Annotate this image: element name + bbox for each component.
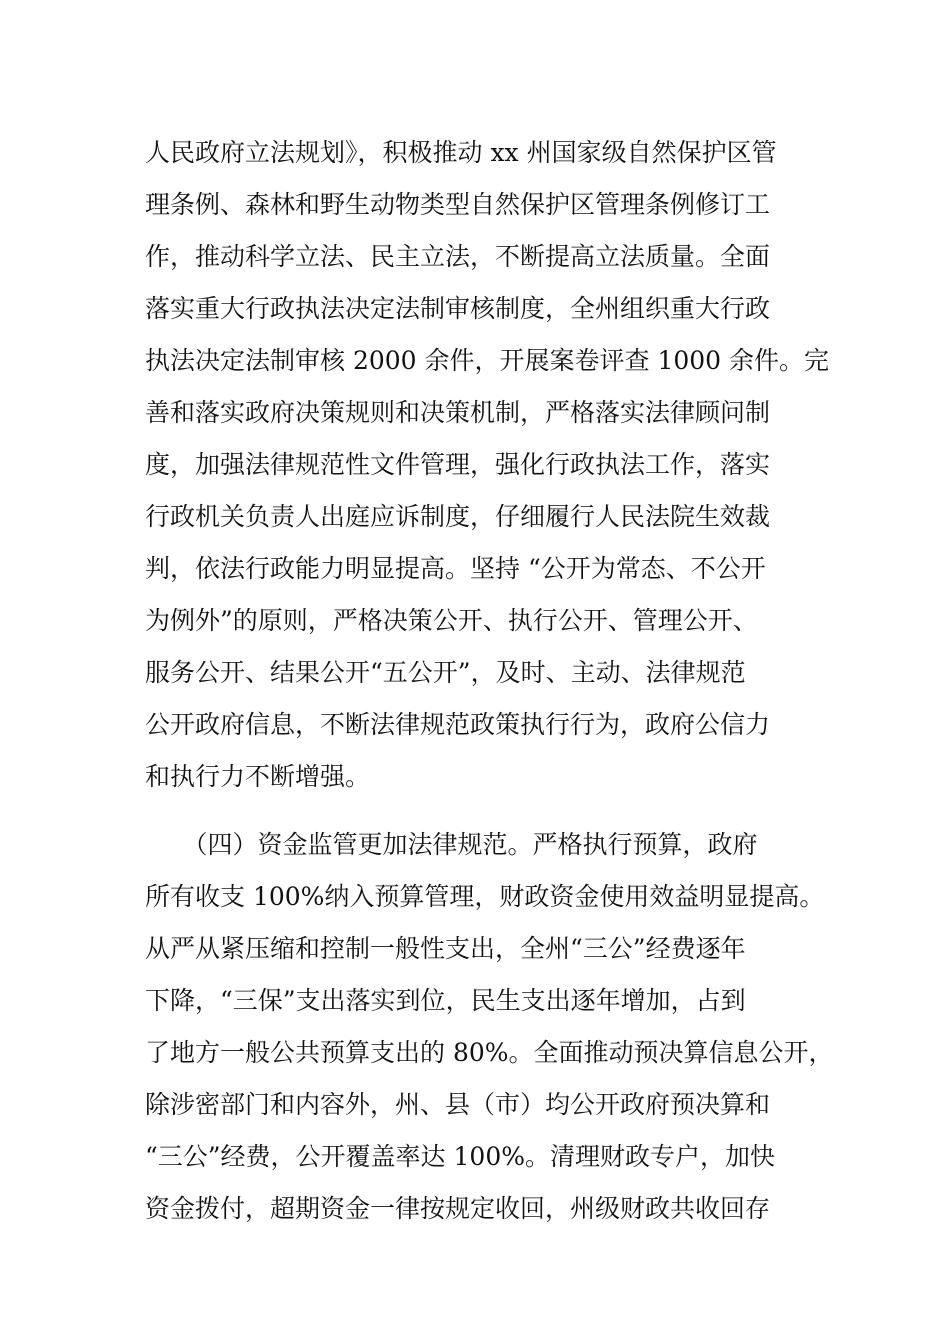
text-line: 了地方一般公共预算支出的 80%。全面推动预决算信息公开， [145,1038,834,1067]
text-line: 行政机关负责人出庭应诉制度，仔细履行人民法院生效裁 [145,502,771,531]
text-line: （四）资金监管更加法律规范。严格执行预算，政府 [145,830,758,859]
text-line: 和执行力不断增强。 [145,762,371,791]
text-line: 下降，“三保”支出落实到位，民生支出逐年增加，占到 [145,986,746,1015]
text-line: 度，加强法律规范性文件管理，强化行政执法工作，落实 [145,450,771,479]
paragraph-legislation [145,127,835,803]
text-line: 从严从紧压缩和控制一般性支出，全州“三公”经费逐年 [145,934,746,963]
paragraph-fund-supervision [145,819,835,1235]
text-line: 落实重大行政执法决定法制审核制度，全州组织重大行政 [145,294,771,323]
text-line: 判，依法行政能力明显提高。坚持 “公开为常态、不公开 [145,554,766,583]
text-line: 公开政府信息，不断法律规范政策执行行为，政府公信力 [145,710,771,739]
text-line: 所有收支 100%纳入预算管理，财政资金使用效益明显提高。 [145,882,825,911]
text-line: 理条例、森林和野生动物类型自然保护区管理条例修订工 [145,190,771,219]
text-line: 执法决定法制审核 2000 余件，开展案卷评查 1000 余件。完 [145,346,830,375]
text-line: 除涉密部门和内容外，州、县（市）均公开政府预决算和 [145,1090,771,1119]
text-line: 作，推动科学立法、民主立法，不断提高立法质量。全面 [145,242,771,271]
text-line: 服务公开、结果公开“五公开”，及时、主动、法律规范 [145,658,746,687]
text-line: 善和落实政府决策规则和决策机制，严格落实法律顾问制 [145,398,771,427]
text-line: 为例外”的原则，严格决策公开、执行公开、管理公开、 [145,606,758,635]
text-line: 资金拨付，超期资金一律按规定收回，州级财政共收回存 [145,1194,771,1223]
text-line: “三公”经费，公开覆盖率达 100%。清理财政专户，加快 [145,1142,775,1171]
text-line: 人民政府立法规划》，积极推动 xx 州国家级自然保护区管 [145,138,777,167]
